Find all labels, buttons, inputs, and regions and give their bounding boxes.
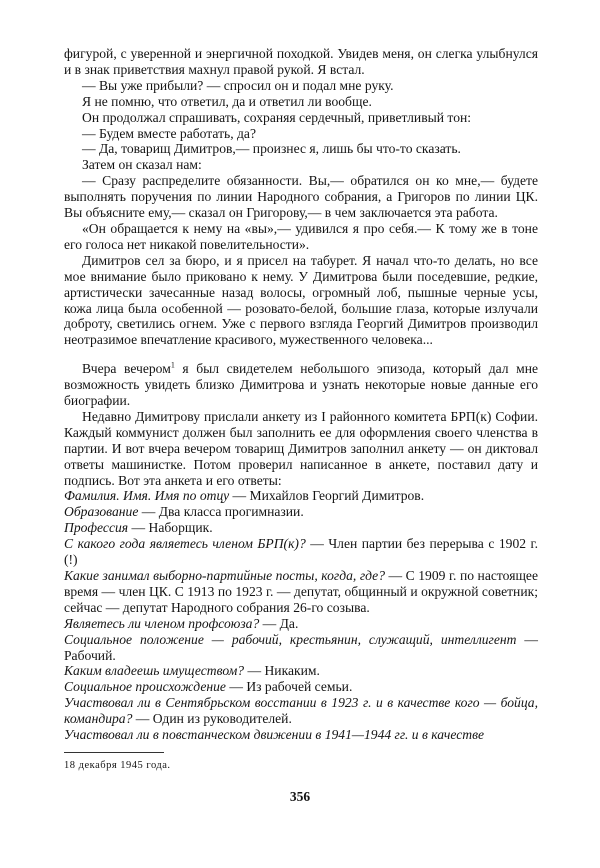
questionnaire-item xyxy=(64,488,538,504)
answer: — Из рабочей семьи. xyxy=(225,679,353,695)
paragraph: Затем он сказал нам: xyxy=(82,157,202,173)
paragraph-with-footnote xyxy=(64,361,538,409)
answer: — Рабочий. xyxy=(64,631,538,663)
page-number: 356 xyxy=(289,789,311,804)
paragraph: Я не помню, что ответил, да и ответил ли вообще. xyxy=(82,93,372,109)
question: Какие занимал выборно-партийные посты, когда, где? xyxy=(64,568,385,583)
dialogue-line: — Да, товарищ Димитров,— произнес я, лишь бы что-то сказать. xyxy=(82,141,461,157)
questionnaire-item xyxy=(64,679,538,695)
paragraph: Димитров сел за бюро, и я присел на табурет. Я начал что-то делать, но все мое внимание было приковано к нему. У Димитрова были поседевшие, редкие, артистически зачесанные назад волосы, огромный лоб, пышные черные усы, кожа лица была особенной — розовато-белой, большие глаза, которые излучали доброту, светились огнем. Уже с первого взгляда Георгий Димитров производил неотразимое впечатление красивого, мужественного человека... xyxy=(64,252,538,348)
footnote-divider xyxy=(64,752,164,753)
answer: — Да. xyxy=(259,615,299,631)
questionnaire-item xyxy=(64,536,538,568)
questionnaire-item xyxy=(64,568,538,616)
page-body xyxy=(64,46,538,743)
dialogue-line: — Будем вместе работать, да? xyxy=(82,125,256,141)
questionnaire-item xyxy=(64,632,538,664)
answer: — Два класса прогимназии. xyxy=(138,504,304,520)
question: Участвовал ли в повстанческом движении в 1941—1944 гг. и в качестве xyxy=(64,727,485,743)
questionnaire-item xyxy=(64,616,538,632)
dialogue-line: — Сразу распределите обязанности. Вы,— обратился он ко мне,— будете выполнять поручения по линии Народного собрания, а Григоров по линии ЦК. Вы объясните ему,— сказал он Григорову,— в чем заключается эта работа. xyxy=(64,173,538,221)
paragraph-rest: я был свидетелем небольшого эпизода, который дал мне возможность увидеть близко Димитрова и узнать некоторые новые данные его биографии. xyxy=(64,361,539,409)
questionnaire-item xyxy=(64,727,538,743)
question: С какого года являетесь членом БРП(к)? xyxy=(64,536,306,552)
paragraph: Недавно Димитрову прислали анкету из I районного комитета БРП(к) Софии. Каждый коммунист должен был заполнить ее для оформления своего членства в партии. И вот вчера вечером товарищ Димитров заполнил анкету — он диктовал ответы машинистке. Потом проверил написанное в анкете, поставил дату и подпись. Вот эта анкета и его ответы: xyxy=(64,408,538,488)
question: Образование xyxy=(64,504,139,520)
question: Участвовал ли в Сентябрьском восстании в 1923 г. и в качестве кого — бойца, командира? xyxy=(64,695,538,727)
questionnaire-item xyxy=(64,504,538,520)
dialogue-line: — Вы уже прибыли? — спросил он и подал мне руку. xyxy=(82,77,394,93)
paragraph: фигурой, с уверенной и энергичной походкой. Увидев меня, он слегка улыбнулся и в знак приветствия махнул правой рукой. Я встал. xyxy=(64,46,538,77)
answer: — Один из руководителей. xyxy=(132,711,292,727)
answer: — Член партии без перерыва с 1902 г. (!) xyxy=(64,536,538,568)
questionnaire-item xyxy=(64,695,538,727)
paragraph-start: Вчера вечером xyxy=(82,361,171,377)
question: Фамилия. Имя. Имя по отцу xyxy=(64,488,230,504)
question: Являетесь ли членом профсоюза? xyxy=(64,615,260,631)
paragraph: Он продолжал спрашивать, сохраняя сердечный, приветливый тон: xyxy=(82,109,472,125)
footnote-marker: 1 xyxy=(170,360,175,370)
answer: — Михайлов Георгий Димитров. xyxy=(229,488,425,504)
answer: — С 1909 г. по настоящее время — член ЦК. С 1913 по 1923 г. — депутат, общинный и окружной советник; сейчас — депутат Народного собрания 26-го созыва. xyxy=(64,568,538,615)
footnote-text: 18 декабря 1945 года. xyxy=(64,760,171,771)
question: Профессия xyxy=(64,520,129,536)
paragraph: «Он обращается к нему на «вы»,— удивился я про себя.— К тому же в тоне его голоса нет никакой повелительности». xyxy=(64,220,538,252)
answer: — Никаким. xyxy=(244,663,320,679)
questionnaire-item xyxy=(64,520,538,536)
question: Социальное происхождение xyxy=(64,679,226,695)
answer: — Наборщик. xyxy=(128,520,213,536)
questionnaire-item xyxy=(64,663,538,679)
question: Каким владеешь имуществом? xyxy=(64,663,245,679)
question: Социальное положение — рабочий, крестьянин, служащий, интеллигент xyxy=(64,631,517,647)
